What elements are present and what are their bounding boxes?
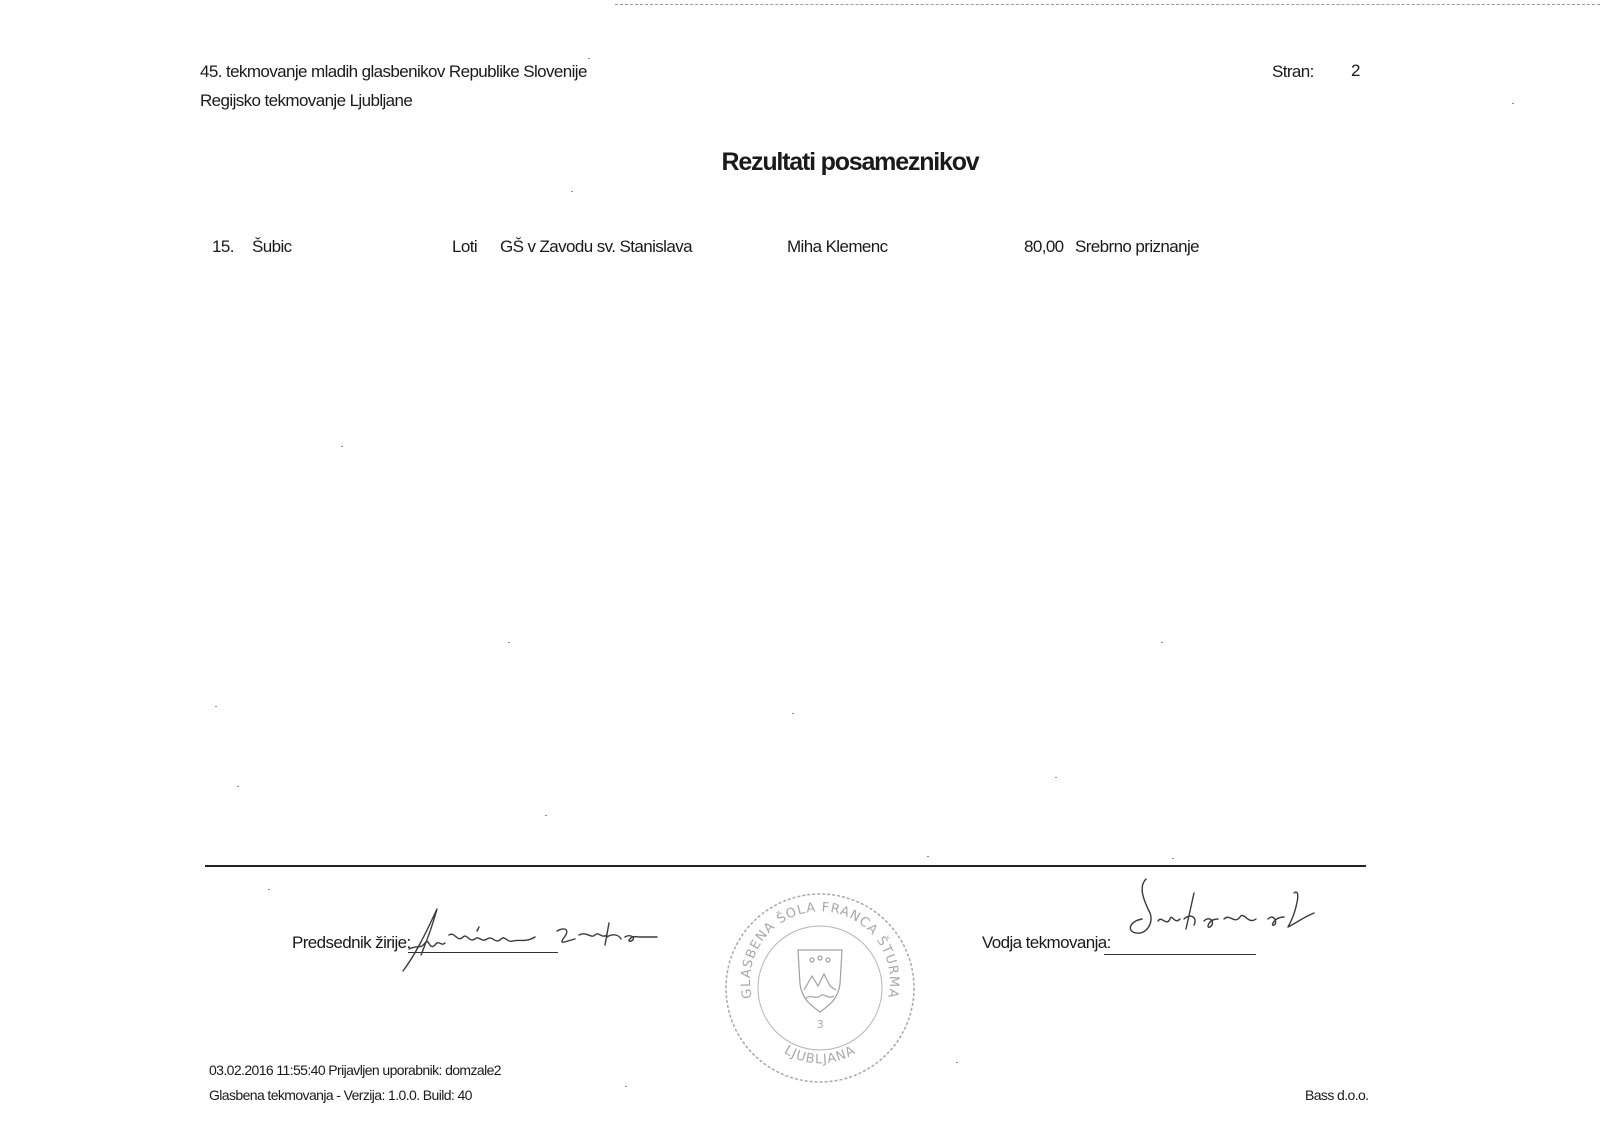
result-surname: Šubic [252, 237, 292, 256]
scan-speck [341, 446, 343, 447]
competition-name: 45. tekmovanje mladih glasbenikov Republike Slovenije [200, 62, 587, 81]
scan-speck [1161, 642, 1163, 643]
competition-leader-label: Vodja tekmovanja: [982, 933, 1111, 952]
software-version: Glasbena tekmovanja - Verzija: 1.0.0. Build: 40 [209, 1087, 472, 1103]
scan-speck [927, 856, 929, 857]
scan-speck [956, 1062, 958, 1063]
result-points: 80,00 [1024, 237, 1064, 256]
scan-speck [215, 706, 217, 707]
stamp-arc-text: GLASBENA ŠOLA FRANCA ŠTURMA [738, 900, 902, 1000]
print-timestamp-user: 03.02.2016 11:55:40 Prijavljen uporabnik: domzale2 [209, 1062, 501, 1078]
result-teacher: Miha Klemenc [787, 237, 888, 256]
software-company: Bass d.o.o. [1305, 1087, 1369, 1103]
page-title: Rezultati posameznikov [721, 148, 979, 176]
result-award: Srebrno priznanje [1075, 237, 1199, 256]
scan-speck [237, 786, 239, 787]
competition-leader-signature-line [1104, 954, 1256, 955]
scan-speck [571, 191, 573, 192]
regional-competition-name: Regijsko tekmovanje Ljubljane [200, 91, 413, 110]
svg-text:LJUBLJANA [781, 1043, 858, 1067]
result-rank: 15. [212, 237, 234, 256]
scan-speck [1172, 858, 1174, 859]
competition-leader-signature [1118, 873, 1318, 953]
school-stamp [720, 888, 920, 1088]
signature-divider [205, 865, 1366, 867]
scan-speck [588, 58, 590, 59]
result-first-name: Loti [452, 237, 478, 256]
jury-president-label: Predsednik žirije: [292, 933, 411, 952]
scan-speck [1055, 777, 1057, 778]
scan-speck [1512, 103, 1514, 104]
coat-of-arms-icon [798, 950, 842, 1012]
scan-speck [625, 1086, 627, 1087]
result-school: GŠ v Zavodu sv. Stanislava [500, 237, 692, 256]
scan-speck [545, 815, 547, 816]
page-label: Stran: [1272, 62, 1314, 81]
stamp-number: 3 [816, 1018, 824, 1031]
page-number: 2 [1351, 61, 1360, 80]
scan-edge-line [615, 4, 1600, 5]
scan-speck [268, 889, 270, 890]
stamp-city-text: LJUBLJANA [781, 1042, 859, 1068]
scan-speck [792, 713, 794, 714]
scan-speck [508, 642, 510, 643]
jury-president-signature [395, 905, 675, 975]
result-row [0, 237, 1600, 261]
